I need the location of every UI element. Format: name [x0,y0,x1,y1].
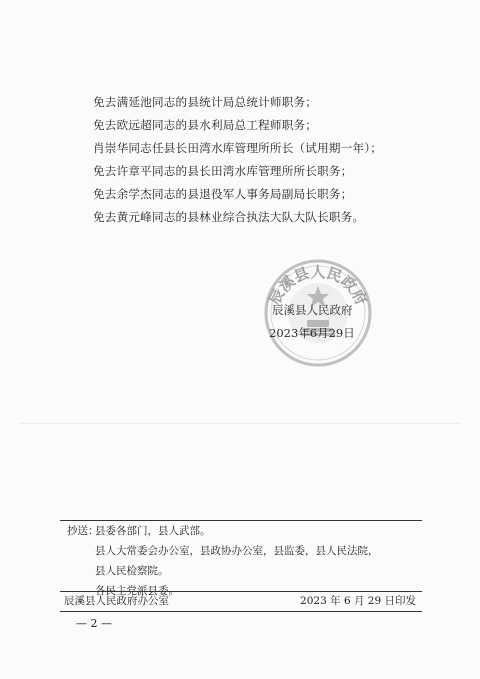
appointment-line: 肖崇华同志任县长田湾水库管理所所长（试用期一年）； [93,141,383,155]
cc-line: 各民主党派县委。 [95,585,179,597]
cc-section [60,520,422,601]
appointment-line: 免去黄元峰同志的县林业综合执法大队大队长职务。 [93,210,365,224]
page-number: — 2 — [76,617,112,630]
print-footer [60,591,422,612]
appointment-line: 免去许章平同志的县长田湾水库管理所所长职务； [93,164,353,178]
appointment-list [93,91,423,229]
divider [20,423,460,424]
appointment-line: 免去欧远超同志的县水利局总工程师职务； [93,118,318,132]
cc-line: 县委各部门，县人武部。 [95,525,211,537]
cc-line: 县人民检察院。 [95,565,169,577]
cc-row [60,521,422,541]
appointment-line: 免去满延池同志的县统计局总统计师职务； [93,95,318,109]
issuer-name: 辰溪县人民政府 [272,303,353,317]
svg-text:辰溪县人民政府: 辰溪县人民政府 [265,263,371,308]
cc-label: 抄送： [67,525,99,537]
print-date: 2023 年 6 月 29 日印发 [300,595,416,607]
issue-date: 2023年6月29日 [269,326,355,340]
cc-line: 县人大常委会办公室，县政协办公室，县监委，县人民法院， [95,545,379,557]
issuing-office: 辰溪县人民政府办公室 [64,595,169,607]
appointment-line: 免去余学杰同志的县退役军人事务局副局长职务； [93,187,353,201]
